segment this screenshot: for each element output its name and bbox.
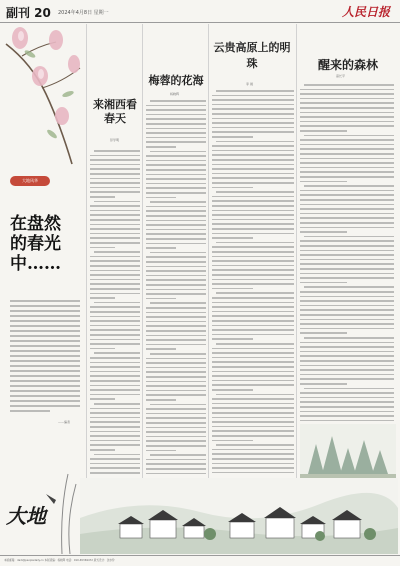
column-tag: 大地风华 (10, 176, 50, 186)
story-body-forest (300, 84, 394, 422)
story-body-xiangxi (90, 150, 140, 475)
feature-heading: 在盘然的春光中…… (10, 214, 61, 274)
forest-illustration (300, 424, 396, 478)
story-author-yungui: 李 晨 (246, 82, 253, 86)
page-header (0, 0, 400, 23)
column-rule (142, 24, 143, 479)
column-rule (296, 24, 297, 479)
column-rule (86, 24, 87, 479)
column-rule (208, 24, 209, 479)
issue-date: 2024年4月8日 星期一 (58, 10, 109, 16)
column-name-dadi: 大地 (6, 504, 46, 528)
story-author-meirong: 杨晓辉 (170, 92, 180, 96)
story-author-xiangxi: 彭学明 (110, 138, 120, 142)
story-title-yungui: 云贵高原上的明珠 (213, 41, 291, 70)
newspaper-logo: 人民日报 (342, 5, 391, 19)
page-section-number: 副刊 20 (6, 6, 51, 20)
story-body-yungui (212, 90, 294, 475)
magnolia-painting (2, 24, 86, 174)
footer-credits: 本版邮箱：dadi@peopledaily.cn 本版责编：杨晓辉 电话：010-65369472 版式设计：沈亦伶 (4, 559, 115, 562)
intro-author: ——编者 (58, 420, 71, 424)
story-body-meirong (146, 100, 206, 475)
story-title-meirong: 梅蓉的花海 (148, 74, 204, 87)
editor-intro-text (10, 300, 80, 420)
village-illustration (80, 478, 398, 554)
story-author-forest: 高长平 (336, 74, 346, 78)
story-title-xiangxi: 来湘西看春天 (93, 98, 137, 125)
page-footer (0, 555, 400, 566)
story-title-forest: 醒来的森林 (317, 58, 378, 72)
